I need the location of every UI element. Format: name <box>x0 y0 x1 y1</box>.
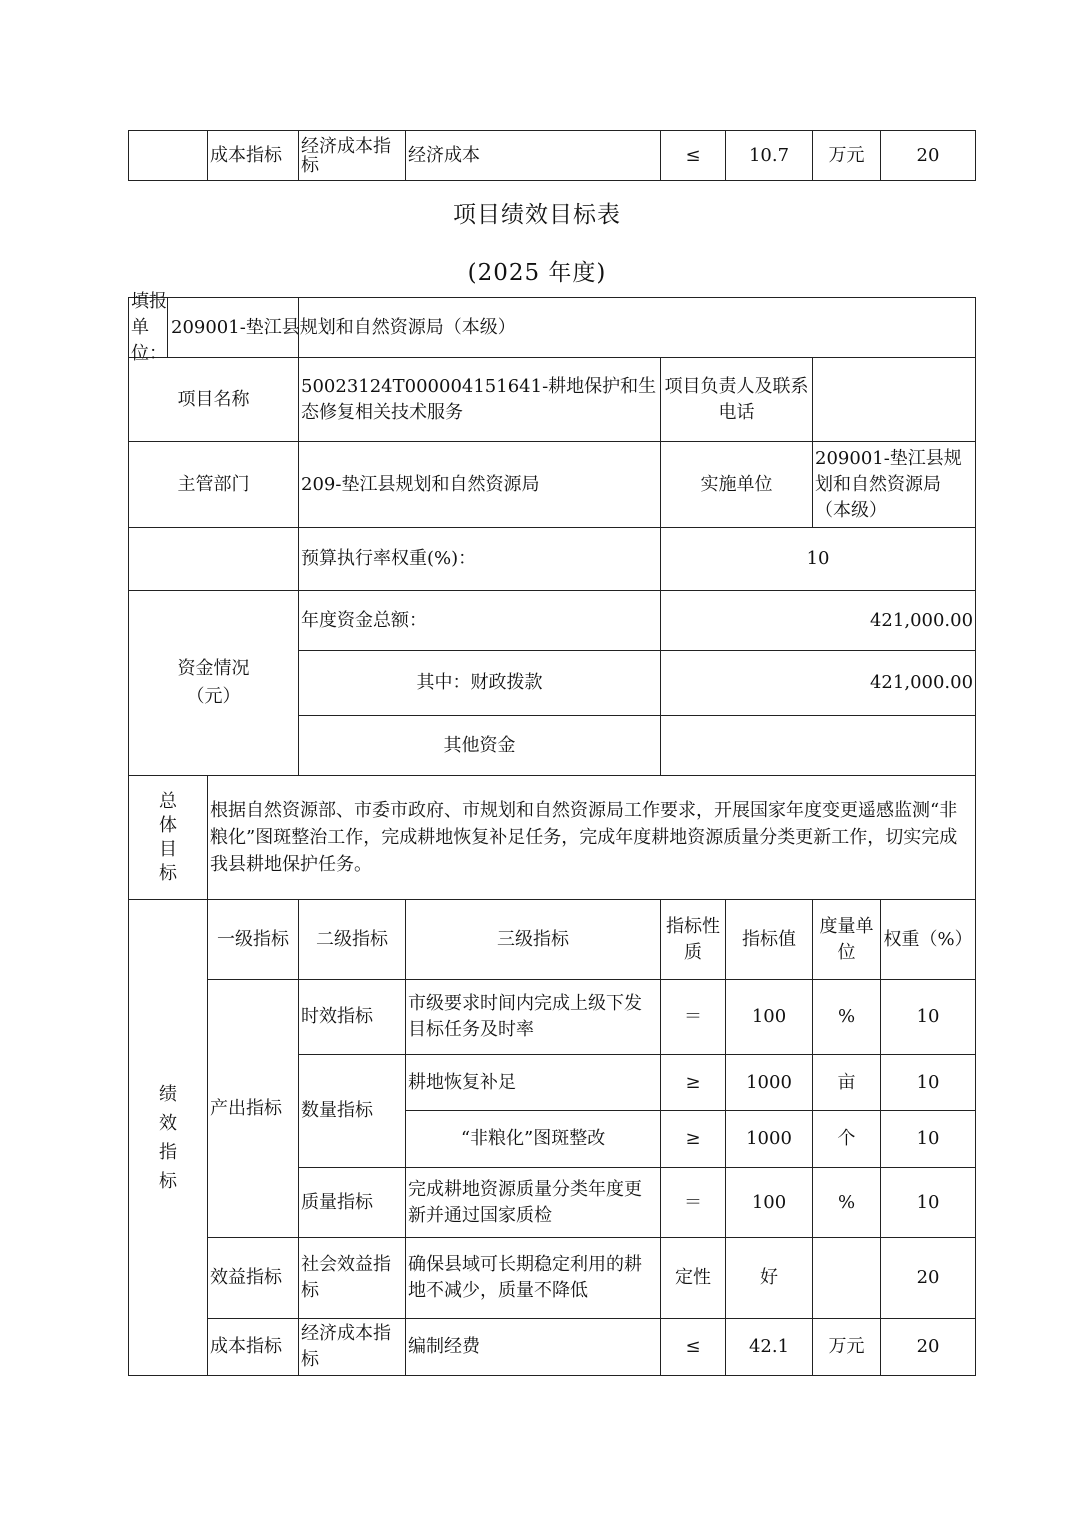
value-cell: 1000 <box>726 1111 813 1168</box>
impl-value: 209001-垫江县规划和自然资源局（本级） <box>813 442 976 528</box>
table-row <box>129 980 976 1055</box>
unit-cell: 万元 <box>813 1319 881 1376</box>
unit-cell <box>813 1238 881 1319</box>
table-row <box>129 1319 976 1376</box>
empty-cell <box>129 131 208 181</box>
nature-cell: ≥ <box>661 1111 726 1168</box>
header-level1: 一级指标 <box>208 900 299 980</box>
table-row <box>129 1238 976 1319</box>
level2-cell: 时效指标 <box>299 980 406 1055</box>
weight-cell: 20 <box>881 131 976 181</box>
value-cell: 100 <box>726 980 813 1055</box>
project-name-row <box>129 358 976 442</box>
group-benefit: 效益指标 <box>208 1238 299 1319</box>
level2-cell: 经济成本指标 <box>299 131 406 181</box>
group-cost: 成本指标 <box>208 1319 299 1376</box>
indicator-section-label: 绩效指标 <box>159 1083 177 1192</box>
level2-cell: 质量指标 <box>299 1168 406 1238</box>
annual-total-label: 年度资金总额： <box>299 591 661 651</box>
project-name-label: 项目名称 <box>129 358 299 442</box>
weight-cell: 10 <box>881 1168 976 1238</box>
project-name-value: 50023124T000004151641-耕地保护和生态修复相关技术服务 <box>299 358 661 442</box>
dept-value: 209-垫江县规划和自然资源局 <box>299 442 661 528</box>
goal-label: 总体目标 <box>159 790 177 884</box>
annual-total-row <box>129 591 976 651</box>
nature-cell: ≤ <box>661 131 726 181</box>
weight-cell: 10 <box>881 1111 976 1168</box>
nature-cell: ＝ <box>661 980 726 1055</box>
performance-goal-table <box>128 290 976 1376</box>
page-title: 项目绩效目标表 <box>453 202 621 228</box>
level3-cell: “非粮化”图斑整改 <box>406 1111 661 1168</box>
annual-total-value: 421,000.00 <box>661 591 976 651</box>
level1-cell: 成本指标 <box>208 131 299 181</box>
level3-cell: 确保县域可长期稳定利用的耕地不减少，质量不降低 <box>406 1238 661 1319</box>
budget-rate-value: 10 <box>661 528 976 591</box>
page-subtitle: (2025 年度) <box>467 260 607 286</box>
value-cell: 42.1 <box>726 1319 813 1376</box>
table-row <box>129 131 976 181</box>
group-output: 产出指标 <box>208 980 299 1238</box>
level3-cell: 市级要求时间内完成上级下发目标任务及时率 <box>406 980 661 1055</box>
fill-unit-label: 填报单位： <box>131 290 167 364</box>
weight-cell: 10 <box>881 1055 976 1111</box>
level2-cell: 数量指标 <box>299 1055 406 1168</box>
goal-text: 根据自然资源部、市委市政府、市规划和自然资源局工作要求，开展国家年度变更遥感监测“非粮化”图斑整治工作，完成耕地恢复补足任务，完成年度耕地资源质量分类更新工作，切实完成我县耕地保护任务。 <box>208 776 976 900</box>
header-level3: 三级指标 <box>406 900 661 980</box>
weight-cell: 10 <box>881 980 976 1055</box>
fill-unit-value: 209001-垫江县规划和自然资源局（本级） <box>171 316 516 338</box>
other-funds-value <box>661 716 976 776</box>
budget-rate-label: 预算执行率权重(%)： <box>299 528 661 591</box>
value-cell: 10.7 <box>726 131 813 181</box>
overall-goal-row <box>129 776 976 900</box>
impl-label: 实施单位 <box>661 442 813 528</box>
other-funds-label: 其他资金 <box>299 716 661 776</box>
unit-cell: 万元 <box>813 131 881 181</box>
weight-cell: 20 <box>881 1319 976 1376</box>
header-nature: 指标性质 <box>661 900 726 980</box>
dept-label: 主管部门 <box>129 442 299 528</box>
leader-value <box>813 358 976 442</box>
header-value: 指标值 <box>726 900 813 980</box>
leader-label: 项目负责人及联系电话 <box>661 358 813 442</box>
level3-cell: 编制经费 <box>406 1319 661 1376</box>
header-level2: 二级指标 <box>299 900 406 980</box>
funds-label: 资金情况（元） <box>177 658 250 707</box>
previous-table-fragment <box>128 130 976 181</box>
value-cell: 100 <box>726 1168 813 1238</box>
fill-unit-row <box>129 298 976 358</box>
nature-cell: 定性 <box>661 1238 726 1319</box>
unit-cell: 亩 <box>813 1055 881 1111</box>
unit-cell: % <box>813 1168 881 1238</box>
level2-cell: 经济成本指标 <box>299 1319 406 1376</box>
level3-cell: 耕地恢复补足 <box>406 1055 661 1111</box>
budget-rate-row <box>129 528 976 591</box>
level3-cell: 完成耕地资源质量分类年度更新并通过国家质检 <box>406 1168 661 1238</box>
nature-cell: ≤ <box>661 1319 726 1376</box>
nature-cell: ＝ <box>661 1168 726 1238</box>
unit-cell: % <box>813 980 881 1055</box>
weight-cell: 20 <box>881 1238 976 1319</box>
level2-cell: 社会效益指标 <box>299 1238 406 1319</box>
department-row <box>129 442 976 528</box>
indicator-header-row <box>129 900 976 980</box>
header-weight: 权重（%） <box>881 900 976 980</box>
nature-cell: ≥ <box>661 1055 726 1111</box>
value-cell: 好 <box>726 1238 813 1319</box>
header-unit: 度量单位 <box>813 900 881 980</box>
value-cell: 1000 <box>726 1055 813 1111</box>
level3-cell: 经济成本 <box>406 131 661 181</box>
unit-cell: 个 <box>813 1111 881 1168</box>
goal-label-cell <box>129 776 208 900</box>
fiscal-value: 421,000.00 <box>661 651 976 716</box>
fiscal-label: 其中：财政拨款 <box>299 651 661 716</box>
